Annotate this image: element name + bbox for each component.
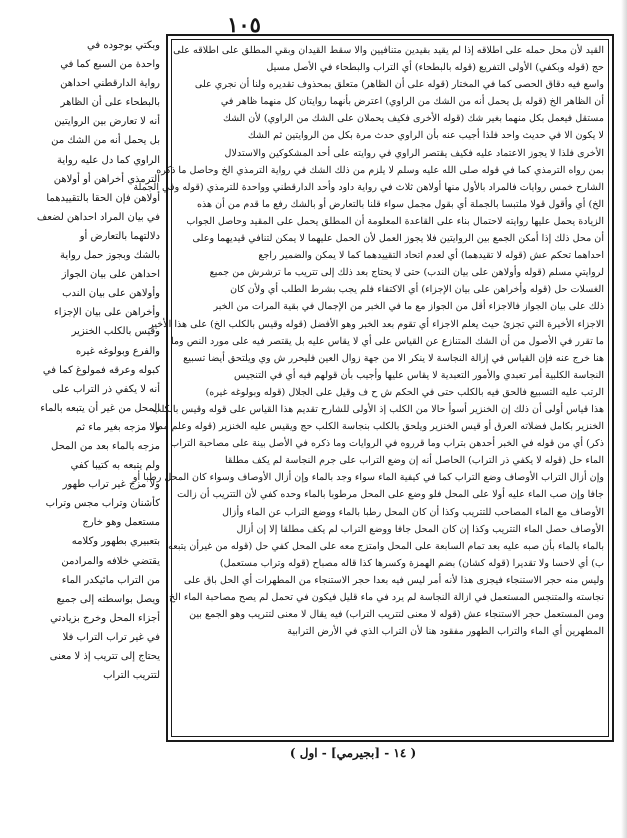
commentary-line: الأوصاف مع الماء المصاحب للتتريب وكذا أن كان المحل رطبا بالماء ووضع التراب عن الماء وأزال xyxy=(222,506,604,518)
commentary-line: الخنزير بكامل فضلاته العرق أو قيس الخنزير ويلحق بالكلب بنجاسة الكلب حج ويقيس عليه الخنزير (قوله وعلم مما xyxy=(155,421,604,433)
commentary-body xyxy=(132,42,604,734)
scan-edge xyxy=(621,0,627,838)
commentary-line: جافا وإن صب الماء عليه أولا على المحل فلو وضع على المحل مرطوبا بالماء وحده كفي لأن التتريب أن زالت xyxy=(177,489,604,501)
margin-line: أنه لا يكفي ذر التراب على xyxy=(52,383,160,395)
commentary-line: المطهرين أي الماء والتراب الطهور مفقود هنا لأن التراب الذي في الأرض الترابية xyxy=(287,626,604,638)
commentary-line: بمن رواه الترمذي كما في قوله صلى الله عليه وسلم لا يلزم من ذلك الشك في رواية الترمذي الخ وحاصل ما ذكره xyxy=(156,164,604,176)
commentary-line: الاجزاء الأخيرة التي تجزئ حيث يعلم الاجزاء أي تقوم بعد الخبر وهو الأفضل (قوله وقيس بالكلب الخ) على هذا الأخير xyxy=(149,318,604,330)
commentary-line: الماء حل (قوله لا يكفي ذر التراب) الحاصل أنه إن وضع التراب على جرم النجاسة لم يكف مطلقا xyxy=(224,455,604,467)
margin-line: وأخراهن على بيان الإجزاء xyxy=(54,307,160,319)
margin-line: دلالتهما بالتعارض أو xyxy=(79,230,160,242)
margin-line: احداهن على بيان الجواز xyxy=(61,269,160,281)
commentary-line: ب) أي لاحسا ولا تقديرا (قوله كشان) بضم الهمزة وكسرها كذا قاله مصباح (قوله وتراب مستعمل) xyxy=(219,557,604,569)
commentary-line: ذكر) أي من قوله في الخبر أحدهن بتراب وما قرروه في الروايات وما ذكره في الأصل بينة على مصاحبة التراب xyxy=(170,438,604,450)
margin-line: ولا مزجه بغير ماء ثم xyxy=(75,421,160,433)
commentary-line: نجاسته والمتنجس المستعمل في ازالة النجاسة لم يرد في ماء قليل فيكون في تحمل لم يصح مصاحبة الماء الخ xyxy=(168,592,604,603)
margin-line: بالشك وبجوز حمل رواية xyxy=(60,250,160,262)
commentary-line: الأوصاف حصل الماء التتريب وكذا إن كان المحل جافا ووضع التراب لم يكف مطلقا إلا إن أزال xyxy=(236,523,604,535)
commentary-line: الشارح خمس روايات فالمراد بالأول منها أولاهن ثلاث في رواية داود وأحد الدارقطني وواحدة للترمذي (قوله وفي الجملة xyxy=(133,181,604,193)
margin-line: بتعبيري بطهور وكلامه xyxy=(71,536,160,548)
margin-line: يقتضي خلافه والمرادمن xyxy=(61,555,160,567)
commentary-line: النجاسة الكلبية أمر تعبدي والأمور التعبدية لا يقاس عليها وأجيب بأن قولهم فيه أي في التنجيس xyxy=(233,369,604,381)
margin-line: ويصل بواسطته إلى جميع xyxy=(56,593,160,605)
commentary-line: ومن المستعمل حجر الاستنجاء عش (قوله لا معنى لتتريب التراب) فيه يقال لا معنى لتتريب وهو الجمع بين xyxy=(189,609,604,621)
margin-line: والفرع وبولوغه غيره xyxy=(75,345,160,357)
commentary-line: لروايتي مسلم (قوله وأولاهن على بيان الندب) حتى لا يحتاج بعد ذلك إلى تتريب ما ترشرش من جميع xyxy=(209,267,604,279)
margin-line: لتتريب التراب xyxy=(103,670,160,682)
commentary-line: وإن أزال التراب الأوصاف وضع التراب كما في كيفية الماء سواء وجد بالماء وإن أزال الأوصاف وسواء كان المحل رطبا أو xyxy=(132,472,604,484)
margin-line: المحل من غير أن يتبعه بالماء xyxy=(40,402,160,414)
margin-line: كبوله وعرقه فمولوغ كما في xyxy=(42,364,160,376)
commentary-line: مستقل فيعمل بكل منهما بغير شك (قوله الأخرى فكيف يحملان على الشك من الراوي) لأن الشك xyxy=(222,113,604,125)
commentary-line: الغسلات حل (قوله وأخراهن على بيان الإجزاء) أي الاكتفاء فلم يجب بشرط الطلب أي ولأن كان xyxy=(230,284,604,296)
commentary-line: لا يكون الا في حديث واحد فلذا أجيب عنه بأن الراوي حدث مرة بكل من الروايتين ثم الشك xyxy=(247,130,604,142)
margin-line: أجزاء المحل وخرج بزيادتي xyxy=(50,612,160,624)
footer-signature: ( ١٤ - [بجيرمي] - اول ) xyxy=(289,746,417,760)
margin-line: مستعمل وهو خارج xyxy=(82,517,160,529)
margin-line: بالبطحاء على أن الظاهر xyxy=(60,97,160,109)
commentary-line: أن محل ذلك إذا أمكن الجمع بين الروايتين فلا يجوز العمل لأن الحمل عليهما لا يمكن لتنافي قيديهما وعلى xyxy=(192,233,604,245)
commentary-line: القيد لأن محل حمله على اطلاقه إذا لم يقيد بقيدين متنافيين والا سقط القيدان وبقي المطلق على اطلاقه على xyxy=(173,45,604,56)
margin-line: يحتاج إلى تتريب إذ لا معنى xyxy=(49,651,160,662)
commentary-line: ما تقرر في الأصول من أن الشك المتنازع عن القياس على أي لا يقاس عليه بل يقتصر فيه على مورد النص وما xyxy=(171,335,604,347)
margin-line: في غير تراب التراب فلا xyxy=(62,631,160,643)
margin-line: في بيان المراد احداهن لضعف xyxy=(36,211,160,223)
page-number: ١٠٥ xyxy=(227,12,261,37)
commentary-line: واسع فيه دقاق الحصى كما في المختار (قوله على أن الظاهر) متعلق بمحذوف تقديره ولنا أن نجري على xyxy=(194,79,604,91)
margin-line: من التراب مائيكدر الماء xyxy=(61,574,160,586)
margin-line: الراوي كما دل عليه رواية xyxy=(56,154,160,166)
commentary-line: الزيادة يحمل عليها روايته لاحتمال بناء على القاعدة المعلومة أن المطلق يحمل على المقيد وحاصل الجواب xyxy=(186,215,604,227)
main-text-frame xyxy=(132,34,614,742)
margin-line: أنه لا تعارض بين الروايتين xyxy=(54,116,160,128)
commentary-line: الرتب عليه التسبيع فالحق فيه بالكلب حتى في الحكم ش ح ف وقيل على الجلال (قوله وبولوغه غيره) xyxy=(205,386,604,398)
commentary-line: بالماء بالماء بأن صبه عليه بعد تمام السابعة على المحل وامتزج معه على المحل كفي حل (قوله من غيرأن يتبعه xyxy=(168,540,604,552)
commentary-line: أن الظاهر الخ (قوله بل يحمل أنه من الشك من الراوي) اعترض بأنهما روايتان كل منهما ظاهر في xyxy=(220,96,604,108)
commentary-line: حج (قوله وبكفي) الأولى التفريع (قوله بالبطحاء) أي التراب والبطحاء في الأصل مسيل xyxy=(266,62,604,74)
margin-line: ولا مزج غير تراب طهور xyxy=(62,479,160,491)
margin-line: كأشنان وتراب مجس وتراب xyxy=(45,498,160,510)
margin-text-column xyxy=(6,36,160,682)
commentary-line: ذلك على بيان الجواز فالاجزاء أقل من الجواز مع ما في الخبر من الإجمال في بقية المرات من الخبر xyxy=(213,301,604,313)
margin-line: وبكتي بوجوده في xyxy=(87,40,160,51)
margin-line: بل يحمل أنه من الشك من xyxy=(51,135,160,147)
commentary-line: احداهما تحكم عش (قوله لا تقيدهما) أي لعدم اتحاد التقييدهما كما لا يمكن والضمير راجع xyxy=(258,250,604,262)
commentary-line: الأخرى فلذا لا يجوز الاعتماد عليه فكيف يقتصر الراوي في روايته على أحد المشكوكين والاستدلال xyxy=(224,147,604,159)
commentary-line: وليس منه حجر الاستنجاء فيجزى هذا لأنه أمر ليس فيه بعدا حجر الاستنجاء من المطهرات أي الحل باق على xyxy=(183,574,604,586)
margin-line: واحدة من السبع كما في xyxy=(60,59,160,71)
margin-line: مزجه بالماء بعد من المحل xyxy=(51,440,160,452)
margin-line: الترمذي أخراهن أو أولاهن xyxy=(53,173,160,185)
margin-line: ولم يتبعه به كتيبا كفي xyxy=(70,460,160,472)
commentary-line: الخ) أي وأقول قولا ملتبسا بالجملة أي بقول مجمل سواء قلنا بالتعارض أو بالشك رفع ما قدم من أن هذه xyxy=(196,198,604,210)
commentary-line: هنا خرج عنه فإن القياس في إزالة النجاسة لا ينكر الا من جهة زوال العين فليحرر ش وي ويلتحق أيضا تسبيع xyxy=(183,352,604,364)
commentary-line: هذا قياس أولى أن ذلك إن الخنزير أسوأ حالا من الكلب إذ الأولى للشارح تقديم هذا القياس على قوله وقيس بالكلب xyxy=(152,403,604,415)
margin-line: وقيس بالكلب الخنزير xyxy=(71,326,160,338)
margin-line: رواية الدارقطني احداهن xyxy=(60,78,160,90)
margin-line: أولاهن فإن الحقا بالتقييدهما xyxy=(46,192,160,204)
margin-line: وأولاهن على بيان الندب xyxy=(62,288,160,300)
